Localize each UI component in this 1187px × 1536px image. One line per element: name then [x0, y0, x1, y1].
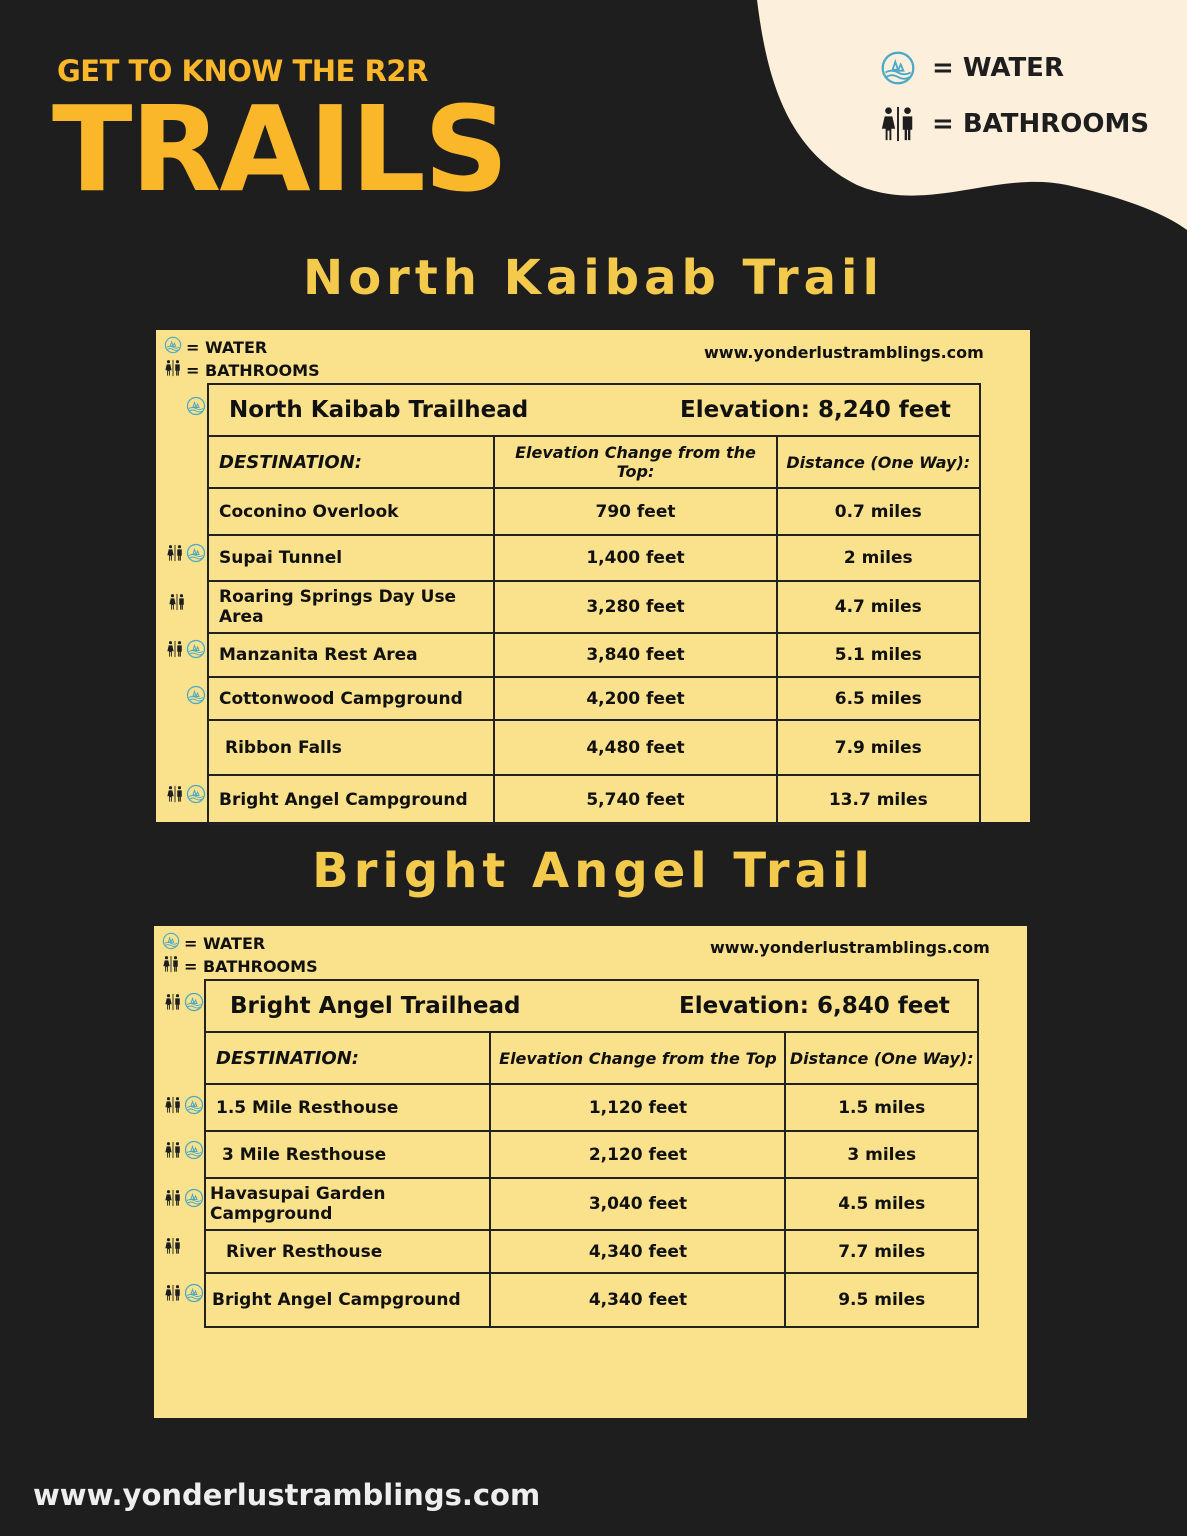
water-icon	[186, 784, 206, 808]
table-row	[205, 1178, 978, 1230]
trailhead-name: North Kaibab Trailhead	[229, 397, 529, 423]
distance-cell: 3 miles	[785, 1131, 978, 1178]
restroom-icon	[164, 359, 182, 382]
trailhead-elevation: Elevation: 8,240 feet	[680, 397, 951, 423]
elevation-cell: 3,040 feet	[490, 1178, 785, 1230]
elevation-cell: 1,400 feet	[494, 535, 776, 581]
elevation-cell: 4,340 feet	[490, 1273, 785, 1327]
restroom-icon	[166, 784, 184, 808]
destination-cell: Ribbon Falls	[208, 720, 494, 775]
table-row	[205, 1230, 978, 1273]
page-kicker: GET TO KNOW THE R2R	[57, 54, 428, 88]
table-header-row	[205, 1032, 978, 1084]
row-amenities	[154, 1237, 182, 1259]
elevation-cell: 4,340 feet	[490, 1230, 785, 1273]
footer-url[interactable]: www.yonderlustramblings.com	[33, 1478, 541, 1512]
distance-cell: 1.5 miles	[785, 1084, 978, 1131]
restroom-icon	[878, 104, 918, 144]
table-row	[208, 535, 980, 581]
destination-cell: Havasupai Garden Campground	[205, 1178, 490, 1230]
trailhead-row	[205, 980, 978, 1032]
page-title: TRAILS	[52, 80, 507, 218]
table-row	[205, 1273, 978, 1327]
card-url: www.yonderlustramblings.com	[710, 938, 990, 957]
table-row	[208, 775, 980, 824]
row-amenities	[156, 686, 206, 708]
table-row	[205, 1131, 978, 1178]
trailhead-elevation: Elevation: 6,840 feet	[679, 993, 950, 1019]
water-icon	[162, 932, 180, 955]
elevation-cell: 1,120 feet	[490, 1084, 785, 1131]
water-icon	[184, 992, 204, 1016]
distance-cell: 5.1 miles	[777, 633, 980, 677]
card-url: www.yonderlustramblings.com	[704, 343, 984, 362]
section-title-north-kaibab: North Kaibab Trail	[303, 250, 884, 306]
row-amenities	[154, 1284, 204, 1306]
row-amenities	[156, 593, 186, 615]
water-icon	[186, 396, 206, 420]
water-icon	[184, 1188, 204, 1212]
row-amenities	[154, 1141, 204, 1163]
north-kaibab-card	[156, 330, 1030, 822]
elevation-cell: 5,740 feet	[494, 775, 776, 824]
table-row	[208, 720, 980, 775]
distance-cell: 7.9 miles	[777, 720, 980, 775]
col-header-distance: Distance (One Way):	[785, 1032, 978, 1084]
card-legend-water: = WATER	[184, 933, 266, 953]
trailhead-amenities	[154, 993, 204, 1015]
row-amenities	[154, 1189, 204, 1211]
card-legend-bathrooms: = BATHROOMS	[186, 360, 320, 380]
destination-cell: Supai Tunnel	[208, 535, 494, 581]
col-header-destination: DESTINATION:	[205, 1032, 490, 1084]
water-icon	[186, 685, 206, 709]
water-icon	[186, 543, 206, 567]
restroom-icon	[164, 1188, 182, 1212]
section-title-bright-angel: Bright Angel Trail	[312, 843, 875, 899]
water-icon	[186, 639, 206, 663]
restroom-icon	[164, 1236, 182, 1260]
elevation-cell: 3,840 feet	[494, 633, 776, 677]
destination-cell: 3 Mile Resthouse	[205, 1131, 490, 1178]
distance-cell: 9.5 miles	[785, 1273, 978, 1327]
col-header-destination: DESTINATION:	[208, 436, 494, 488]
row-amenities	[156, 640, 206, 662]
distance-cell: 7.7 miles	[785, 1230, 978, 1273]
distance-cell: 0.7 miles	[777, 488, 980, 535]
table-row	[208, 581, 980, 633]
distance-cell: 6.5 miles	[777, 677, 980, 720]
row-amenities	[156, 785, 206, 807]
legend	[878, 40, 1149, 152]
destination-cell: Bright Angel Campground	[205, 1273, 490, 1327]
col-header-distance: Distance (One Way):	[777, 436, 980, 488]
distance-cell: 13.7 miles	[777, 775, 980, 824]
table-row	[208, 633, 980, 677]
legend-bathrooms	[878, 96, 1149, 152]
elevation-cell: 4,480 feet	[494, 720, 776, 775]
destination-cell: 1.5 Mile Resthouse	[205, 1084, 490, 1131]
restroom-icon	[164, 1140, 182, 1164]
elevation-cell: 790 feet	[494, 488, 776, 535]
restroom-icon	[164, 1095, 182, 1119]
distance-cell: 4.5 miles	[785, 1178, 978, 1230]
destination-cell: River Resthouse	[205, 1230, 490, 1273]
table-header-row	[208, 436, 980, 488]
elevation-cell: 3,280 feet	[494, 581, 776, 633]
water-icon	[184, 1283, 204, 1307]
bright-angel-table	[204, 979, 979, 1328]
legend-water-label: = WATER	[932, 53, 1064, 83]
legend-bathrooms-label: = BATHROOMS	[932, 109, 1150, 139]
distance-cell: 2 miles	[777, 535, 980, 581]
restroom-icon	[164, 992, 182, 1016]
card-legend	[164, 336, 320, 382]
restroom-icon	[166, 543, 184, 567]
elevation-cell: 2,120 feet	[490, 1131, 785, 1178]
water-icon	[878, 50, 918, 86]
elevation-cell: 4,200 feet	[494, 677, 776, 720]
water-icon	[184, 1095, 204, 1119]
restroom-icon	[162, 955, 180, 978]
table-row	[208, 677, 980, 720]
legend-water	[878, 40, 1149, 96]
card-legend-bathrooms: = BATHROOMS	[184, 956, 318, 976]
row-amenities	[156, 544, 206, 566]
trailhead-amenities	[156, 396, 206, 420]
restroom-icon	[168, 592, 186, 616]
restroom-icon	[166, 639, 184, 663]
distance-cell: 4.7 miles	[777, 581, 980, 633]
restroom-icon	[164, 1283, 182, 1307]
table-row	[205, 1084, 978, 1131]
trailhead-name: Bright Angel Trailhead	[230, 993, 521, 1019]
card-legend	[162, 932, 318, 978]
bright-angel-card	[154, 926, 1027, 1418]
water-icon	[184, 1140, 204, 1164]
destination-cell: Manzanita Rest Area	[208, 633, 494, 677]
table-row	[208, 488, 980, 535]
col-header-elevation: Elevation Change from the Top:	[494, 436, 776, 488]
row-amenities	[154, 1096, 204, 1118]
destination-cell: Cottonwood Campground	[208, 677, 494, 720]
card-legend-water: = WATER	[186, 337, 268, 357]
trailhead-row	[208, 384, 980, 436]
destination-cell: Coconino Overlook	[208, 488, 494, 535]
destination-cell: Bright Angel Campground	[208, 775, 494, 824]
north-kaibab-table	[207, 383, 981, 825]
water-icon	[164, 336, 182, 359]
col-header-elevation: Elevation Change from the Top	[490, 1032, 785, 1084]
destination-cell: Roaring Springs Day Use Area	[208, 581, 494, 633]
